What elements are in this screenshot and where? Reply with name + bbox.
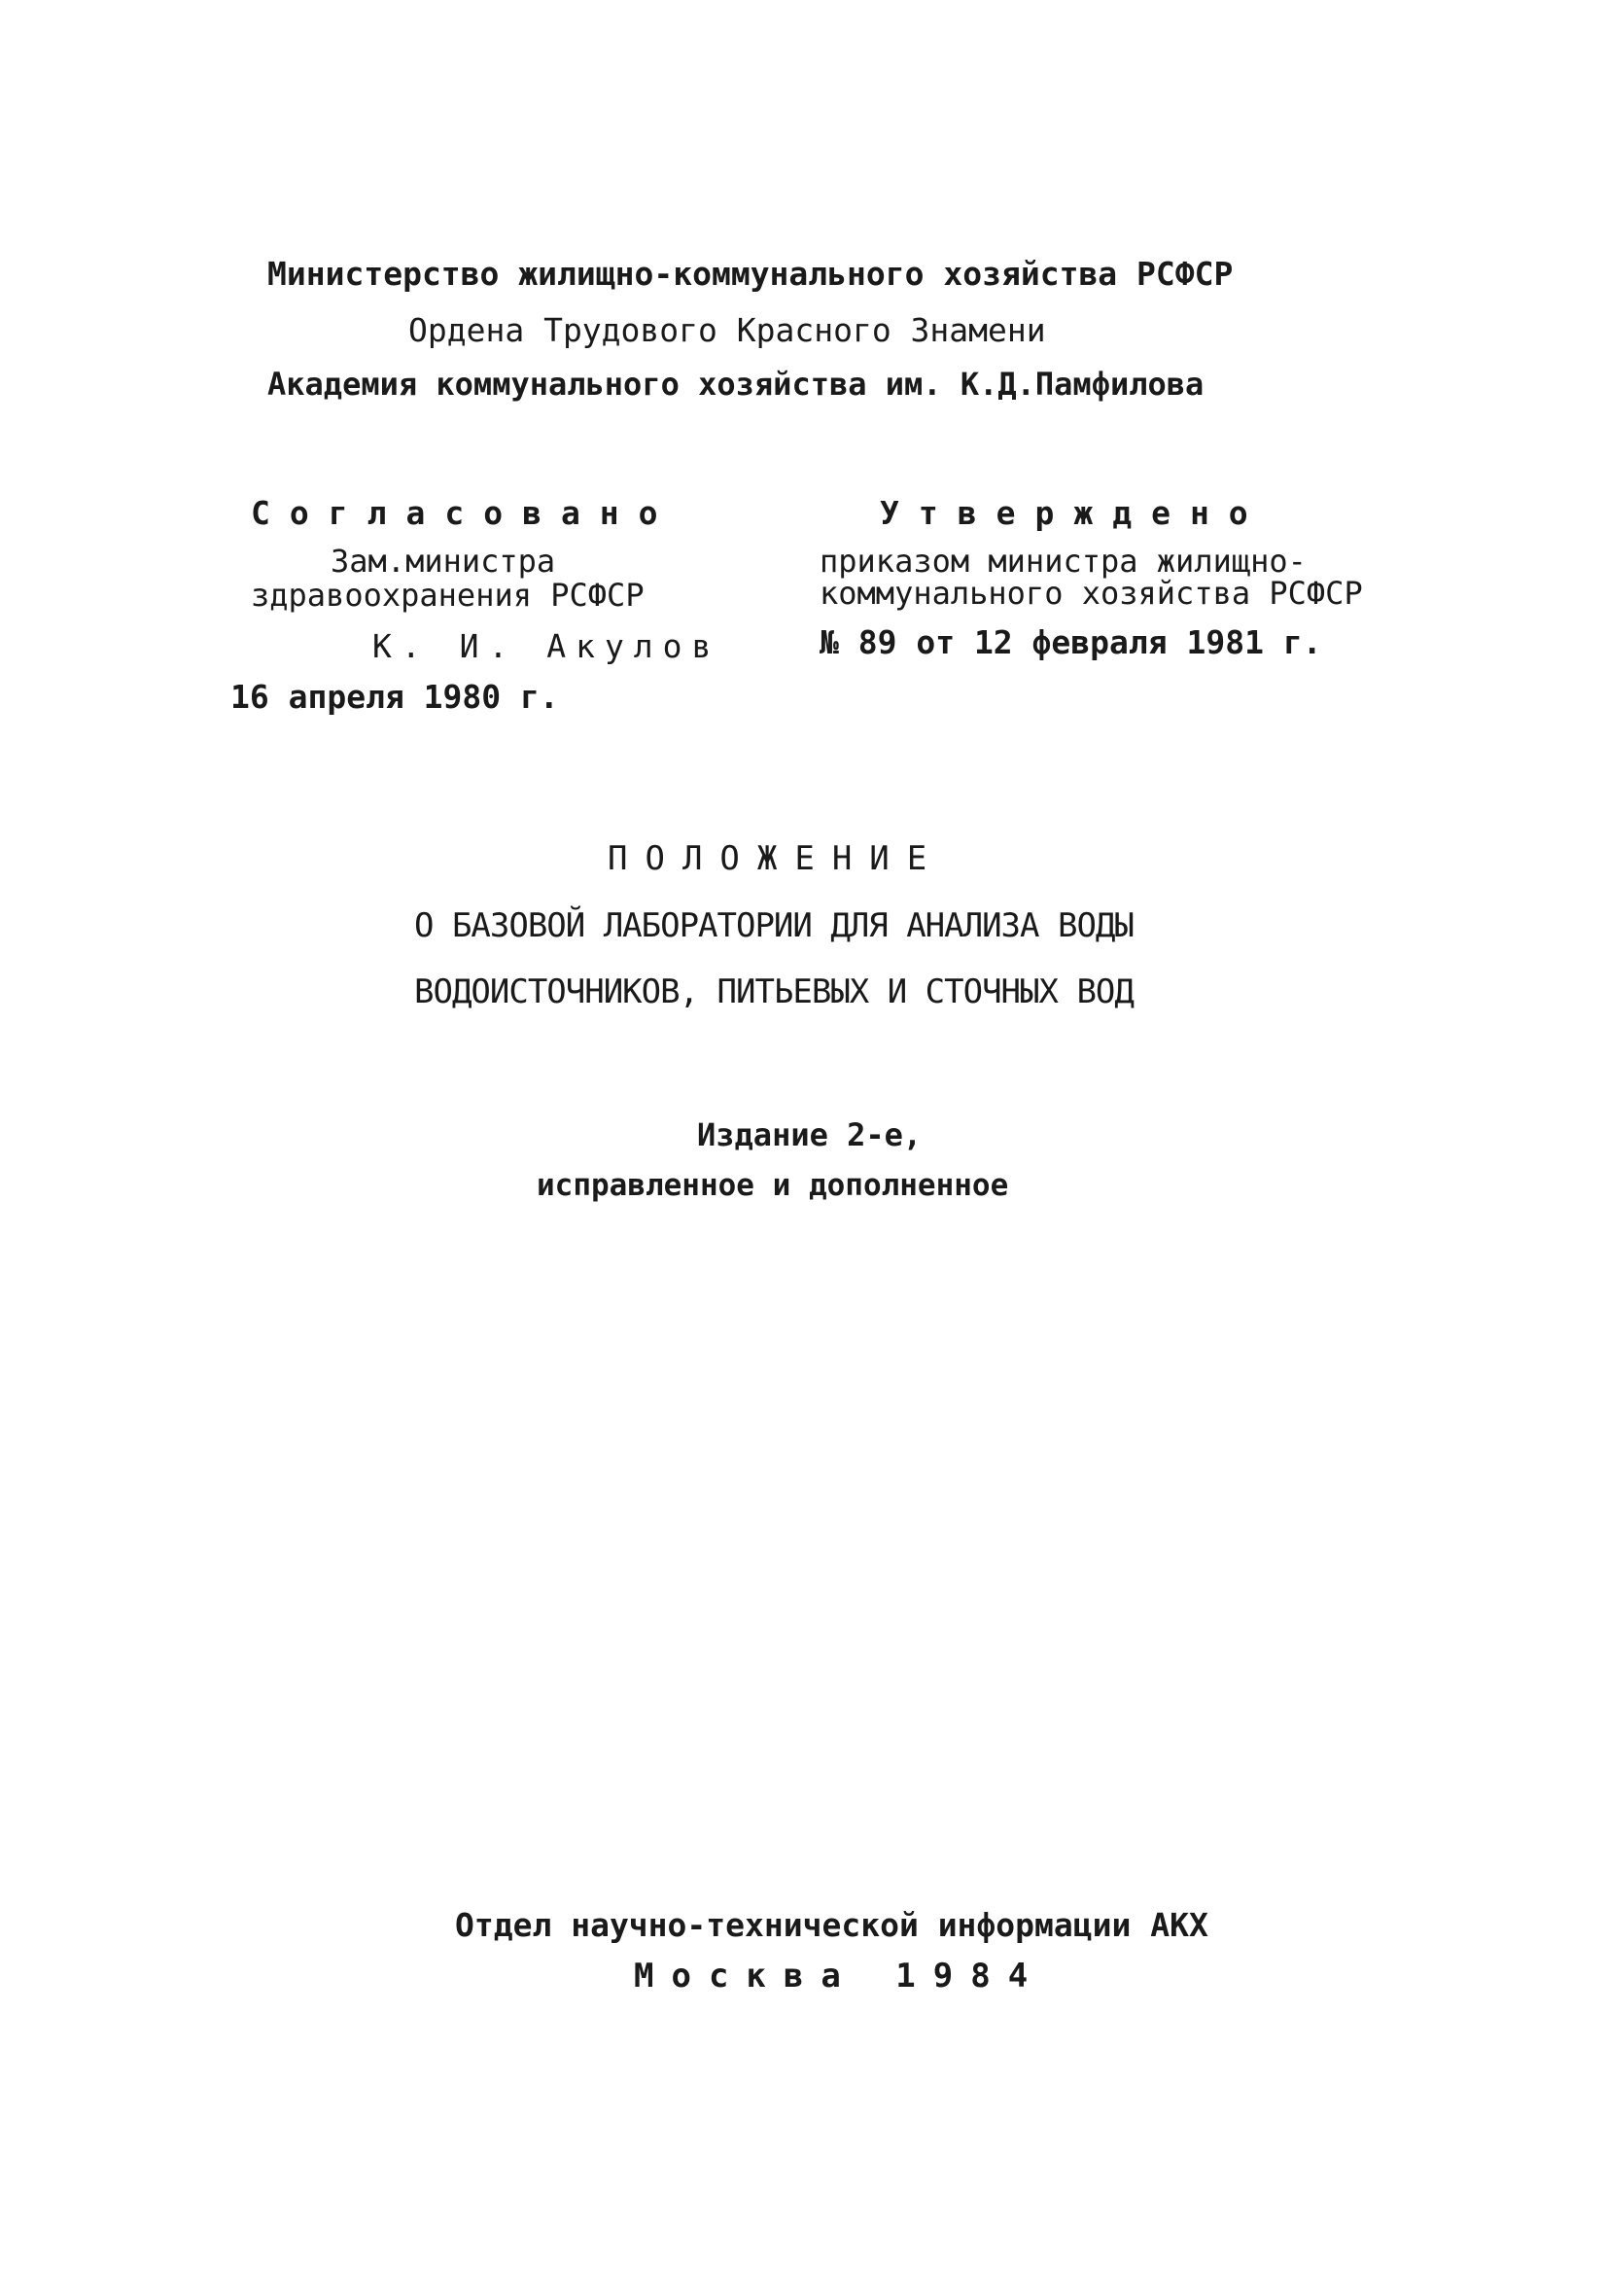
title-line2: ВОДОИСТОЧНИКОВ, ПИТЬЕВЫХ И СТОЧНЫХ ВОД <box>414 972 1134 1011</box>
agreed-date: 16 апреля 1980 г. <box>230 678 559 716</box>
ministry-line: Министерство жилищно-коммунального хозяйства РСФСР <box>267 255 1234 293</box>
order-line: Ордена Трудового Красного Знамени <box>408 311 1046 349</box>
title-line1: О БАЗОВОЙ ЛАБОРАТОРИИ ДЛЯ АНАЛИЗА ВОДЫ <box>414 906 1134 945</box>
agreed-position-line1: Зам.министра <box>331 543 556 580</box>
approved-order: № 89 от 12 февраля 1981 г. <box>820 623 1322 661</box>
agreed-position-line2: здравоохранения РСФСР <box>251 577 645 614</box>
approved-text-line2: коммунального хозяйства РСФСР <box>820 575 1363 612</box>
agreed-name: К. И. Акулов <box>372 627 721 665</box>
academy-line: Академия коммунального хозяйства им. К.Д.Памфилова <box>267 366 1205 403</box>
document-title: ПОЛОЖЕНИЕ <box>608 839 945 878</box>
city-year-line: Москва 1984 <box>634 1957 1046 1996</box>
agreed-heading: Согласовано <box>251 494 678 532</box>
publisher-line: Отдел научно-технической информации АКХ <box>455 1906 1208 1944</box>
approved-text-line1: приказом министра жилищно- <box>820 543 1307 580</box>
edition-line2: исправленное и дополненное <box>537 1168 1009 1203</box>
approved-heading: Утверждено <box>880 494 1268 532</box>
edition-line1: Издание 2-е, <box>697 1116 923 1153</box>
